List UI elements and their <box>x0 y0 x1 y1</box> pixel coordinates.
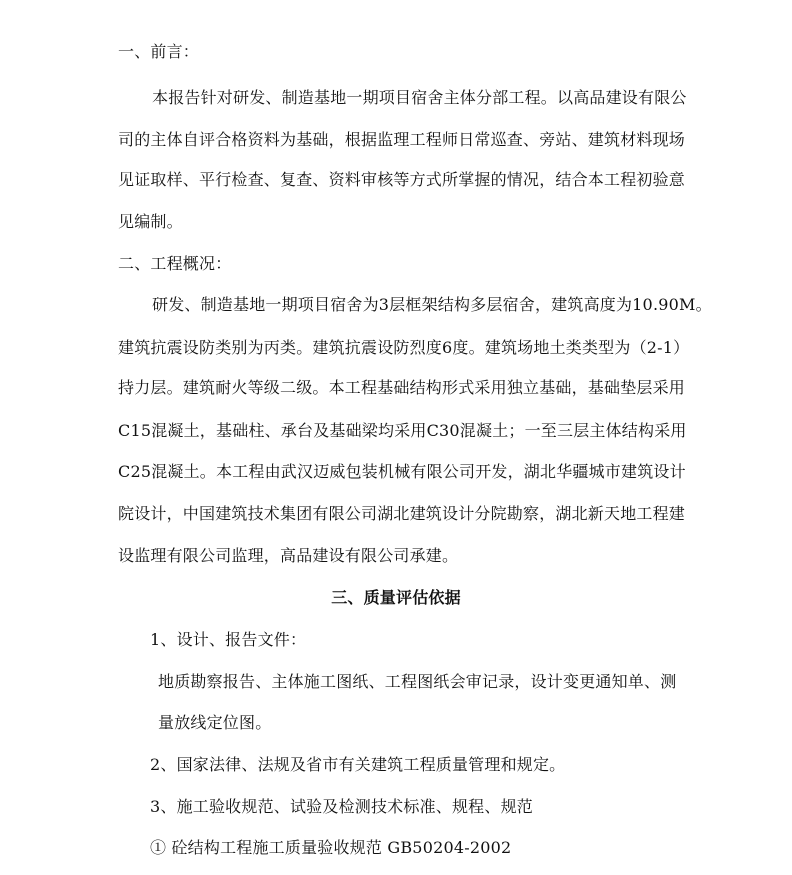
overview-line-3: 持力层。建筑耐火等级二级。本工程基础结构形式采用独立基础，基础垫层采用 <box>118 378 686 397</box>
basis-title: 三、质量评估依据 <box>331 588 461 607</box>
basis-item-2: 2、国家法律、法规及省市有关建筑工程质量管理和规定。 <box>150 755 566 774</box>
overview-line-5: C25混凝土。本工程由武汉迈威包装机械有限公司开发，湖北华疆城市建筑设计 <box>118 462 686 481</box>
overview-line-6: 院设计，中国建筑技术集团有限公司湖北建筑设计分院勘察，湖北新天地工程建 <box>118 504 686 523</box>
basis-item-1-line-1: 地质勘察报告、主体施工图纸、工程图纸会审记录，设计变更通知单、测 <box>158 672 677 691</box>
overview-heading: 二、工程概况： <box>118 254 232 273</box>
overview-line-1: 研发、制造基地一期项目宿舍为3层框架结构多层宿舍，建筑高度为10.90M。 <box>152 295 712 314</box>
preface-heading: 一、前言： <box>118 42 200 61</box>
overview-line-7: 设监理有限公司监理，高品建设有限公司承建。 <box>118 546 459 565</box>
preface-line-1: 本报告针对研发、制造基地一期项目宿舍主体分部工程。以高品建设有限公 <box>152 88 687 107</box>
basis-item-3: 3、施工验收规范、试验及检测技术标准、规程、规范 <box>150 797 533 816</box>
overview-line-2: 建筑抗震设防类别为丙类。建筑抗震设防烈度6度。建筑场地土类类型为（2-1） <box>118 338 690 357</box>
preface-line-3: 见证取样、平行检查、复查、资料审核等方式所掌握的情况，结合本工程初验意 <box>118 170 686 189</box>
basis-item-1-line-2: 量放线定位图。 <box>158 713 272 732</box>
basis-item-3-sub-1: ① 砼结构工程施工质量验收规范 GB50204-2002 <box>150 838 512 857</box>
preface-line-4: 见编制。 <box>118 212 183 231</box>
preface-line-2: 司的主体自评合格资料为基础，根据监理工程师日常巡查、旁站、建筑材料现场 <box>118 130 686 149</box>
basis-item-1: 1、设计、报告文件： <box>150 630 307 649</box>
overview-line-4: C15混凝土，基础柱、承台及基础梁均采用C30混凝土；一至三层主体结构采用 <box>118 421 687 440</box>
